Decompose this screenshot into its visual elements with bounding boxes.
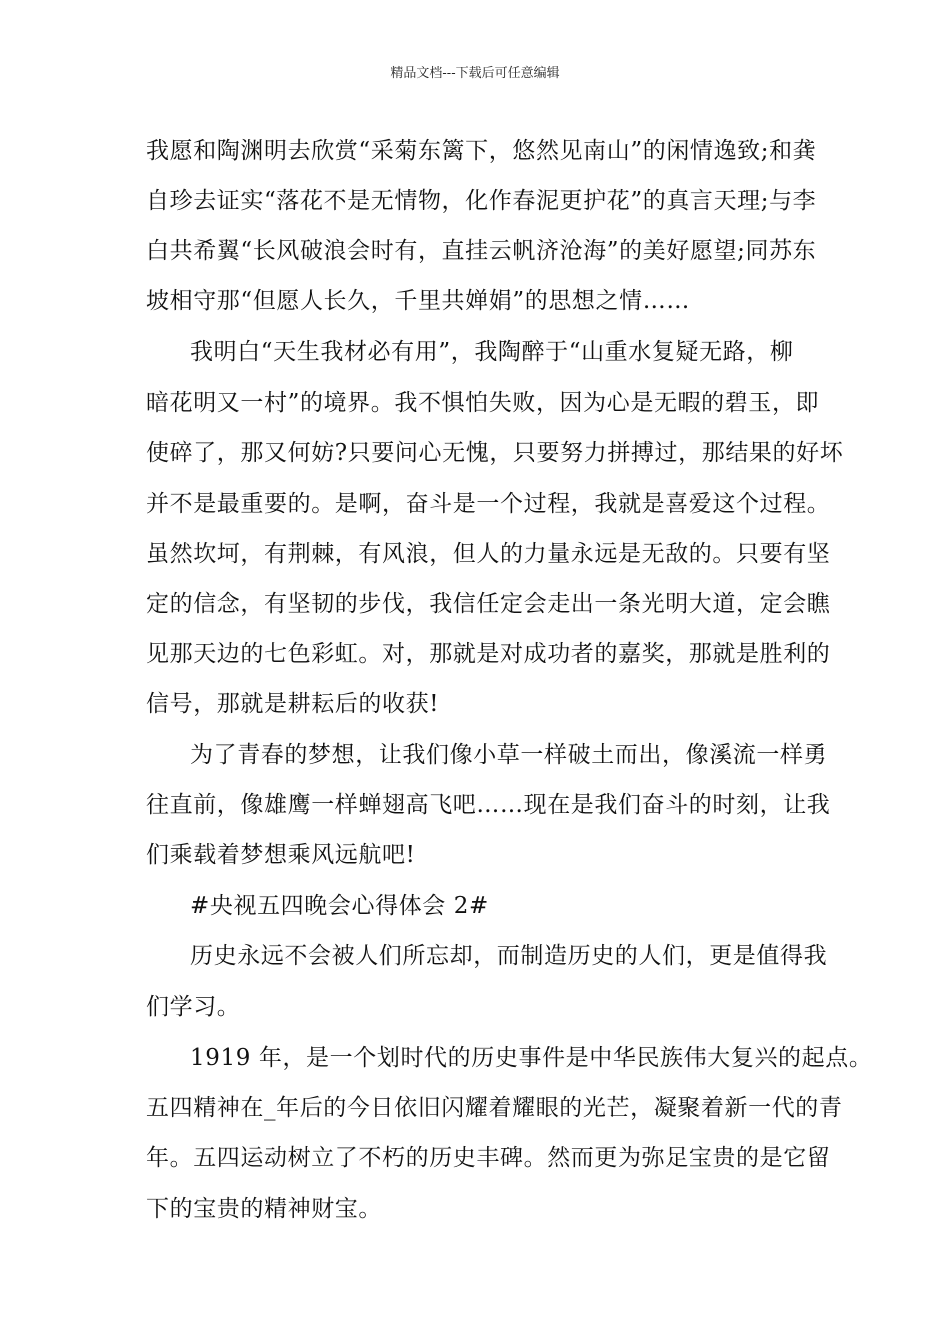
text-line: 为了青春的梦想，让我们像小草一样破土而出，像溪流一样勇 — [190, 742, 828, 768]
text-line: 并不是最重要的。是啊，奋斗是一个过程，我就是喜爱这个过程。 — [146, 491, 831, 517]
text-line: 自珍去证实“落花不是无情物，化作春泥更护花”的真言天理;与李 — [146, 188, 817, 214]
text-line: 暗花明又一村”的境界。我不惧怕失败，因为心是无暇的碧玉，即 — [146, 390, 820, 416]
text-line: 白共希翼“长风破浪会时有，直挂云帆济沧海”的美好愿望;同苏东 — [146, 238, 817, 264]
text-line: 我明白“天生我材必有用”，我陶醉于“山重水复疑无路，柳 — [190, 339, 794, 365]
text-line: 虽然坎坷，有荆棘，有风浪，但人的力量永远是无敌的。只要有坚 — [146, 541, 831, 567]
text-line: 们乘载着梦想乘风远航吧! — [146, 842, 416, 868]
text-line: 1919 年，是一个划时代的历史事件是中华民族伟大复兴的起点。 — [190, 1045, 873, 1071]
text-line: 五四精神在_年后的今日依旧闪耀着耀眼的光芒，凝聚着新一代的青 — [146, 1095, 843, 1121]
text-line: 坡相守那“但愿人长久，千里共婵娟”的思想之情…… — [146, 288, 690, 314]
text-line: 定的信念，有坚韧的步伐，我信任定会走出一条光明大道，定会瞧 — [146, 591, 831, 617]
text-line: 使碎了，那又何妨?只要问心无愧，只要努力拼搏过，那结果的好坏 — [146, 440, 844, 466]
text-line: 见那天边的七色彩虹。对，那就是对成功者的嘉奖，那就是胜利的 — [146, 641, 831, 667]
text-line: 我愿和陶渊明去欣赏“采菊东篱下，悠然见南山”的闲情逸致;和龚 — [146, 138, 817, 164]
section-heading: #央视五四晚会心得体会 2# — [190, 893, 489, 919]
text-line: 信号，那就是耕耘后的收获! — [146, 691, 440, 717]
text-line: 往直前，像雄鹰一样蝉翅高飞吧……现在是我们奋斗的时刻，让我 — [146, 792, 831, 818]
text-line: 历史永远不会被人们所忘却，而制造历史的人们，更是值得我 — [190, 943, 828, 969]
text-line: 下的宝贵的精神财宝。 — [146, 1196, 382, 1222]
text-line: 年。五四运动树立了不朽的历史丰碑。然而更为弥足宝贵的是它留 — [146, 1145, 831, 1171]
text-line: 们学习。 — [146, 994, 241, 1020]
page-header: 精品文档---下载后可任意编辑 — [390, 66, 560, 81]
